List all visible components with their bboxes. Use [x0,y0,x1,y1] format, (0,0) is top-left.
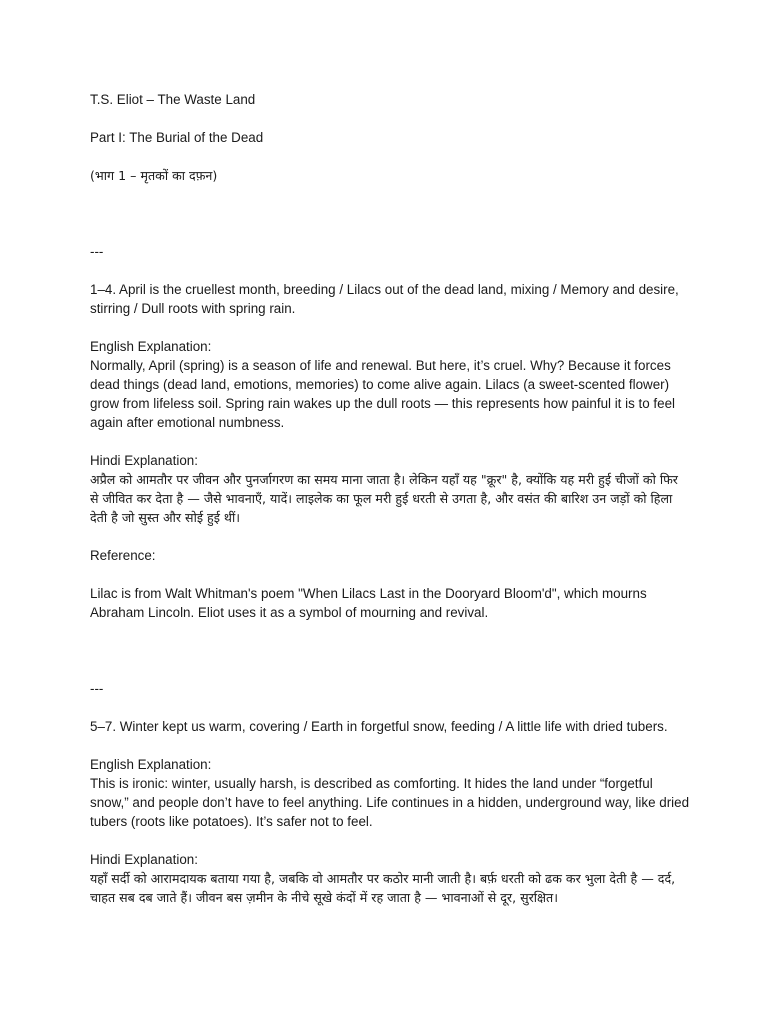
section-2-hindi-text: यहाँ सर्दी को आरामदायक बताया गया है, जबकि वो आमतौर पर कठोर मानी जाती है। बर्फ़ धरती को ढक कर भुला देती है — दर्द, चाहत सब दब जाते हैं। जीवन बस ज़मीन के नीचे सूखे कंदों में रह जाता है — भावनाओं से दूर, सुरक्षित। [90,871,676,905]
section-1-english-text: Normally, April (spring) is a season of life and renewal. But here, it’s cruel. Why? Because it forces dead things (dead land, emotions, memories) to come alive again. Lilacs (a sweet-scented flower) grow from lifeless soil. Spring rain wakes up the dull roots — this represents how painful it is to feel again after emotional numbness. [90,358,675,430]
section-1-hindi-heading: Hindi Explanation: [90,453,198,468]
separator: --- [90,244,104,259]
section-2-lines: 5–7. Winter kept us warm, covering / Earth in forgetful snow, feeding / A little life with dried tubers. [90,719,668,734]
section-1-lines: 1–4. April is the cruellest month, breeding / Lilacs out of the dead land, mixing / Memory and desire, stirring / Dull roots with spring rain. [90,282,679,316]
part-heading: Part I: The Burial of the Dead [90,130,264,145]
section-1-reference-heading: Reference: [90,548,156,563]
document-page [90,90,690,907]
section-1-hindi-text: अप्रैल को आमतौर पर जीवन और पुनर्जागरण का समय माना जाता है। लेकिन यहाँ यह "क्रूर" है, क्योंकि यह मरी हुई चीजों को फिर से जीवित कर देता है — जैसे भावनाएँ, यादें। लाइलेक का फूल मरी हुई धरती से उगता है, और वसंत की बारिश उन जड़ों को हिला देती है जो सुस्त और सोई हुई थीं। [90,472,678,525]
section-1-reference-text: Lilac is from Walt Whitman's poem "When Lilacs Last in the Dooryard Bloom'd", which mourns Abraham Lincoln. Eliot uses it as a symbol of mourning and revival. [90,586,647,620]
section-2-english-text: This is ironic: winter, usually harsh, is described as comforting. It hides the land under “forgetful snow,” and people don’t have to feel anything. Life continues in a hidden, underground way, like dried tubers (roots like potatoes). It’s safer not to feel. [90,776,690,829]
separator: --- [90,681,104,696]
section-2-hindi-heading: Hindi Explanation: [90,852,198,867]
section-1-english-heading: English Explanation: [90,339,212,354]
part-heading-hindi: (भाग 1 – मृतकों का दफ़न) [90,168,218,183]
document-title: T.S. Eliot – The Waste Land [90,92,256,107]
section-2-english-heading: English Explanation: [90,757,212,772]
